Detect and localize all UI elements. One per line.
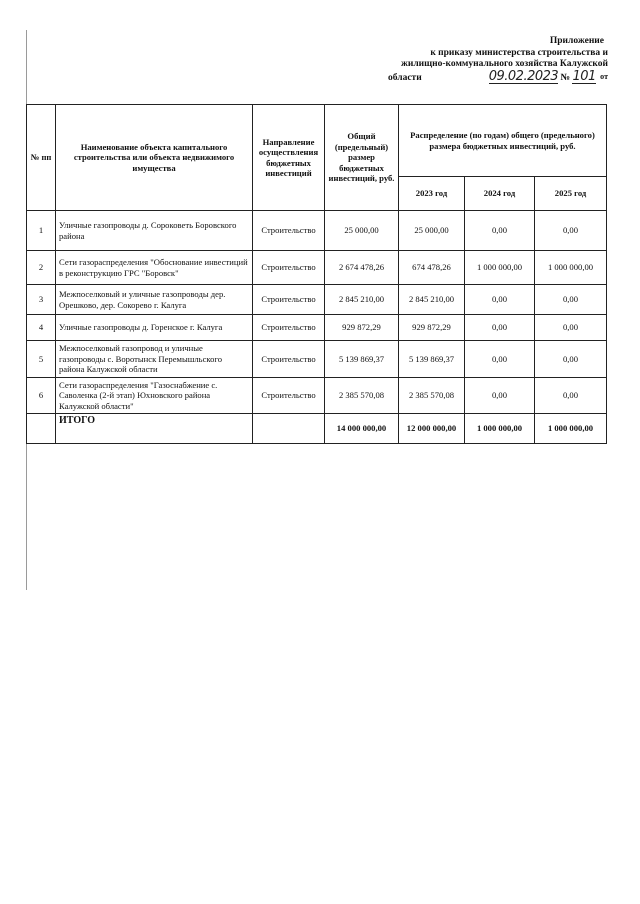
header-2025: 2025 год: [535, 177, 607, 211]
investment-table: [26, 104, 607, 444]
appendix-line-1: к приказу министерства строительства и: [430, 47, 608, 58]
row-2024: 1 000 000,00: [465, 251, 535, 285]
row-2024: 0,00: [465, 211, 535, 251]
total-label: ИТОГО: [56, 414, 253, 444]
row-num: 2: [27, 251, 56, 285]
row-2024: 0,00: [465, 315, 535, 341]
row-2025: 0,00: [535, 377, 607, 414]
row-direction: Строительство: [253, 377, 325, 414]
total-sum: 14 000 000,00: [325, 414, 399, 444]
row-name: Межпоселковый и уличные газопроводы дер. Орешково, дер. Сокорево г. Калуга: [56, 285, 253, 315]
total-direction-empty: [253, 414, 325, 444]
handwritten-number: 101: [572, 68, 596, 84]
row-direction: Строительство: [253, 341, 325, 378]
appendix-date-row: [378, 68, 608, 85]
row-name: Уличные газопроводы д. Горенское г. Калуга: [56, 315, 253, 341]
row-2023: 2 385 570,08: [399, 377, 465, 414]
row-name: Межпоселковый газопровод и уличные газопроводы с. Воротынск Перемышльского района Калужской области: [56, 341, 253, 378]
handwritten-date: 09.02.2023: [488, 68, 559, 84]
row-num: 5: [27, 341, 56, 378]
row-2024: 0,00: [465, 341, 535, 378]
ot-label: от: [600, 71, 608, 81]
table-row: [27, 315, 607, 341]
header-num: № пп: [27, 105, 56, 211]
row-direction: Строительство: [253, 211, 325, 251]
total-2025: 1 000 000,00: [535, 414, 607, 444]
table-row: [27, 251, 607, 285]
row-total: 2 385 570,08: [325, 377, 399, 414]
table-row: [27, 211, 607, 251]
appendix-line-2: жилищно-коммунального хозяйства Калужской: [400, 59, 608, 69]
header-name: Наименование объекта капитального строительства или объекта недвижимого имущества: [56, 105, 253, 211]
row-2023: 929 872,29: [399, 315, 465, 341]
row-num: 4: [27, 315, 56, 341]
row-2023: 674 478,26: [399, 251, 465, 285]
row-total: 2 674 478,26: [325, 251, 399, 285]
table-row: [27, 285, 607, 315]
header-total: Общий (предельный) размер бюджетных инвестиций, руб.: [325, 105, 399, 211]
total-2023: 12 000 000,00: [399, 414, 465, 444]
row-name: Сети газораспределения "Газоснабжение с. Саволенка (2-й этап) Юхновского района Калужской области": [56, 377, 253, 414]
total-row: [27, 414, 607, 444]
row-total: 25 000,00: [325, 211, 399, 251]
row-num: 6: [27, 377, 56, 414]
appendix-header: [378, 36, 608, 84]
row-2025: 1 000 000,00: [535, 251, 607, 285]
total-num-empty: [27, 414, 56, 444]
appendix-line-3: области: [388, 72, 422, 83]
header-row: [27, 105, 607, 177]
header-direction: Направление осуществления бюджетных инвестиций: [253, 105, 325, 211]
row-total: 5 139 869,37: [325, 341, 399, 378]
row-total: 2 845 210,00: [325, 285, 399, 315]
row-2023: 5 139 869,37: [399, 341, 465, 378]
row-name: Уличные газопроводы д. Сороковеть Боровского района: [56, 211, 253, 251]
row-direction: Строительство: [253, 315, 325, 341]
row-num: 3: [27, 285, 56, 315]
row-2023: 2 845 210,00: [399, 285, 465, 315]
row-2024: 0,00: [465, 285, 535, 315]
table-row: [27, 377, 607, 414]
number-sign: №: [560, 72, 571, 83]
header-distribution: Распределение (по годам) общего (предельного) размера бюджетных инвестиций, руб.: [399, 105, 607, 177]
row-2024: 0,00: [465, 377, 535, 414]
total-2024: 1 000 000,00: [465, 414, 535, 444]
row-2023: 25 000,00: [399, 211, 465, 251]
row-num: 1: [27, 211, 56, 251]
row-2025: 0,00: [535, 285, 607, 315]
row-2025: 0,00: [535, 341, 607, 378]
row-direction: Строительство: [253, 285, 325, 315]
header-2023: 2023 год: [399, 177, 465, 211]
row-direction: Строительство: [253, 251, 325, 285]
header-2024: 2024 год: [465, 177, 535, 211]
table-row: [27, 341, 607, 378]
row-2025: 0,00: [535, 211, 607, 251]
row-2025: 0,00: [535, 315, 607, 341]
row-name: Сети газораспределения "Обоснование инвестиций в реконструкцию ГРС "Боровск": [56, 251, 253, 285]
appendix-title: Приложение: [549, 36, 604, 46]
row-total: 929 872,29: [325, 315, 399, 341]
